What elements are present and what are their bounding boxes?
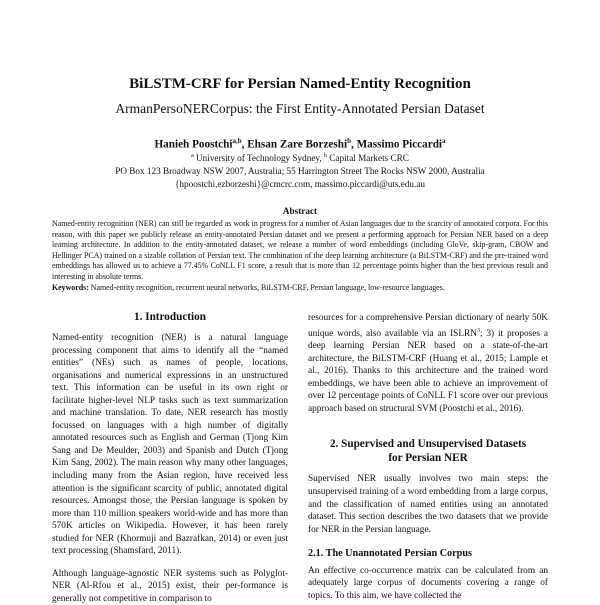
affiliation-address: PO Box 123 Broadway NSW 2007, Australia; 55 Harrington Street The Rocks NSW 2000, Australia <box>115 166 485 176</box>
author-name: Massimo Piccardi <box>356 138 443 151</box>
author-emails: {hpoostchi,ezborzeshi}@cmcrc.com, massimo.piccardi@uts.edu.au <box>175 179 425 189</box>
author-separator: , <box>241 138 248 151</box>
right-column <box>308 312 548 602</box>
abstract-heading: Abstract <box>282 206 318 216</box>
datasets-paragraph: Supervised NER usually involves two main steps: the unsupervised training of a word embedding from a large corpus, and the classification of named entities using an annotated dataset. This section describes the two datasets that we provide for NER in the Persian language. <box>308 474 548 535</box>
introduction-paragraph-2: Although language-agnostic NER systems such as Polyglot-NER (Al-Rfou et al., 2015) exist, their per-formance is generally not competitive in comparison to <box>52 568 288 604</box>
continued-paragraph <box>308 312 548 415</box>
keywords: Named-entity recognition, recurrent neural networks, BiLSTM-CRF, Persian language, low-resource languages. <box>88 282 445 292</box>
author-affiliation-mark: a <box>442 137 446 145</box>
section-heading-introduction: 1. Introduction <box>134 311 206 323</box>
subsection-heading-unannotated-corpus: 2.1. The Unannotated Persian Corpus <box>308 548 472 560</box>
author-separator: , <box>351 138 357 151</box>
affiliation-mark-a: a <box>191 153 194 159</box>
affiliation-line <box>0 153 600 163</box>
author-name: Ehsan Zare Borzeshi <box>247 138 348 151</box>
affiliation-a: University of Technology Sydney, <box>193 153 324 164</box>
affiliation-b: Capital Markets CRC <box>327 153 409 164</box>
abstract <box>52 219 548 293</box>
footnote-mark: 3 <box>476 327 480 334</box>
author-affiliation-mark: b <box>347 137 351 145</box>
continued-text-part-2: ; 3) it proposes a deep learning Persian NER based on a state-of-the-art architecture, the BiLSTM-CRF (Huang et al., 2015; Lample et al., 2016). Thanks to this architecture and the trained word embeddings, we have been able to achieve an improvement of over 12 percentage points of CoNLL F1 score over our previous approach based on structural SVM (Poostchi et al., 2016). <box>308 328 549 414</box>
abstract-text: Named-entity recognition (NER) can still be regarded as work in progress for a number of Asian languages due to the scarcity of annotated corpora. For this reason, with this paper we publicly release an entity-annotated Persian dataset and we present a performing approach for Persian NER based on a deep learning architecture. In addition to the entity-annotated dataset, we release a number of word embeddings (including GloVe, skip-gram, CBOW and Hellinger PCA) trained on a sizable collation of Persian text. The combination of the deep learning architecture (a BiLSTM-CRF) and the pre-trained word embeddings has allowed us to achieve a 77.45% CoNLL F1 score, a result that is more than 12 percentage points higher than the best previous result and interesting in absolute terms. <box>52 219 548 281</box>
author-affiliation-mark: a,b <box>232 137 242 145</box>
paper-title: BiLSTM-CRF for Persian Named-Entity Recognition <box>129 76 471 92</box>
section-heading-datasets <box>308 437 548 465</box>
paper-subtitle: ArmanPersoNERCorpus: the First Entity-Annotated Persian Dataset <box>115 101 485 116</box>
section-heading-line: for Persian NER <box>388 452 468 465</box>
left-column <box>52 310 288 605</box>
affiliation-mark-b: b <box>324 153 327 159</box>
unannotated-corpus-paragraph: An effective co-occurrence matrix can be calculated from an adequately large corpus of documents covering a range of topics. To this aim, we have collected the <box>308 565 548 601</box>
keywords-label: Keywords: <box>52 282 89 292</box>
continued-text-part-1: resources for a comprehensive Persian dictionary of nearly 50K unique words, also available via an ISLRN <box>308 313 548 339</box>
author-list <box>0 137 600 151</box>
section-heading-line: 2. Supervised and Unsupervised Datasets <box>329 438 527 451</box>
author-name: Hanieh Poostchi <box>154 138 233 151</box>
introduction-paragraph-1: Named-entity recognition (NER) is a natural language processing component that aims to identify all the “named entities” (NEs) such as names of people, locations, organisations and numerical expressions in an unstructured text. This information can be useful in its own right or facilitate higher-level NLP tasks such as text summarization and machine translation. To date, NER research has mostly focussed on languages with a high number of digitally annotated resources such as English and German (Tjong Kim Sang and De Meulder, 2003) and Spanish and Dutch (Tjong Kim Sang, 2002). The main reason why many other languages, including many from the Asian region, have received less attention is the significant scarcity of public, annotated digital resources. Amongst those, the Persian language is spoken by more than 110 million speakers world-wide and has more than 570K articles on Wikipedia. However, it has been rarely studied for NER (Khormuji and Bazrafkan, 2014) or even just text processing (Shamsfard, 2011). <box>52 333 288 557</box>
